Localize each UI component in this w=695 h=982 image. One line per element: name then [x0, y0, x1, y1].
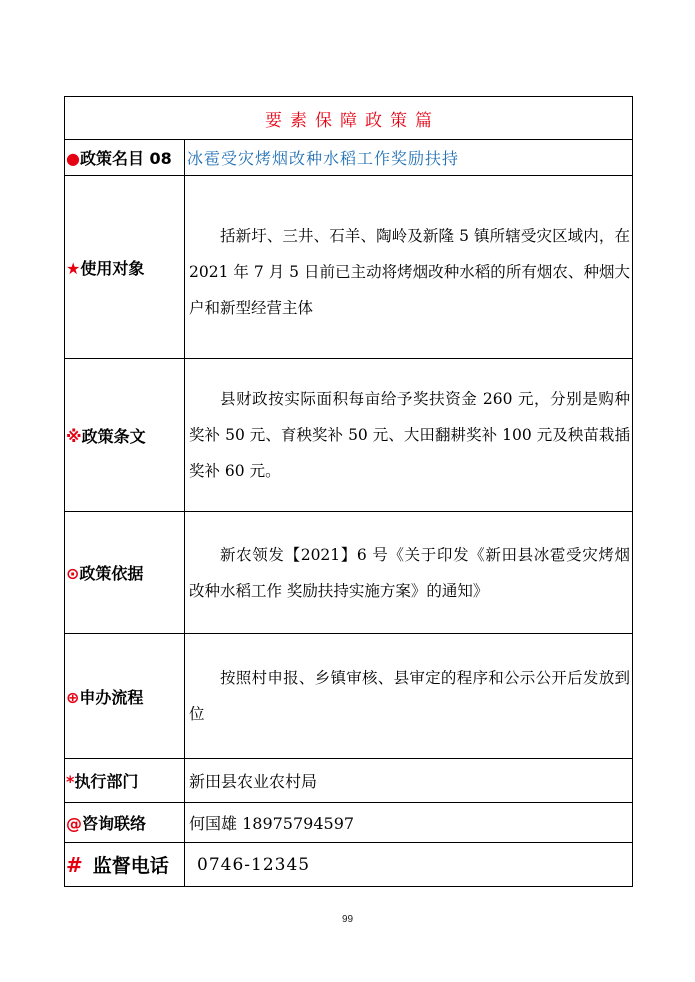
circled-dot-icon: ⊙	[66, 564, 80, 583]
asterisk-icon: *	[66, 772, 75, 791]
clause-row	[65, 359, 633, 512]
basis-value: 新农领发【2021】6 号《关于印发《新田县冰雹受灾烤烟改种水稻工作 奖励扶持实施方案》的通知》	[189, 545, 630, 600]
target-value: 括新圩、三井、石羊、陶岭及新隆 5 镇所辖受灾区域内，在 2021 年 7 月 5 日前已主动将烤烟改种水稻的所有烟农、种烟大户和新型经营主体	[189, 227, 630, 317]
basis-value-cell	[185, 512, 633, 634]
at-sign-icon: @	[66, 814, 82, 833]
process-label-cell	[65, 634, 185, 759]
target-value-cell	[185, 176, 633, 359]
clause-value-cell	[185, 359, 633, 512]
policy-name-value: 冰雹受灾烤烟改种水稻工作奖励扶持	[185, 140, 633, 176]
star-icon: ★	[66, 258, 81, 278]
supervision-value: 0746-12345	[185, 843, 633, 887]
policy-name-label: 政策名目 08	[79, 149, 172, 168]
policy-table	[64, 96, 633, 887]
target-row	[65, 176, 633, 359]
process-label: 申办流程	[79, 687, 144, 707]
process-row	[65, 634, 633, 759]
hash-icon: #	[66, 853, 83, 877]
title-row	[65, 97, 633, 140]
red-dot-icon: ●	[66, 149, 80, 168]
contact-value: 何国雄 18975794597	[185, 803, 633, 843]
basis-row	[65, 512, 633, 634]
process-value-cell	[185, 634, 633, 759]
department-row	[65, 759, 633, 803]
department-label: 执行部门	[74, 772, 139, 791]
reference-mark-icon: ※	[66, 426, 82, 446]
clause-label-cell	[65, 359, 185, 512]
clause-label: 政策条文	[81, 426, 146, 446]
supervision-label: 监督电话	[92, 855, 169, 877]
contact-label: 咨询联络	[82, 814, 147, 833]
basis-label-cell	[65, 512, 185, 634]
contact-row	[65, 803, 633, 843]
section-title: 要素保障政策篇	[65, 97, 633, 140]
department-label-cell	[65, 759, 185, 803]
policy-name-label-cell	[65, 140, 185, 176]
department-value: 新田县农业农村局	[185, 759, 633, 803]
supervision-row	[65, 843, 633, 887]
target-label: 使用对象	[80, 258, 145, 278]
contact-label-cell	[65, 803, 185, 843]
circled-plus-icon: ⊕	[66, 687, 80, 707]
process-value: 按照村申报、乡镇审核、县审定的程序和公示公开后发放到位	[189, 669, 630, 723]
target-label-cell	[65, 176, 185, 359]
clause-value: 县财政按实际面积每亩给予奖扶资金 260 元，分别是购种奖补 50 元、育秧奖补 50 元、大田翻耕奖补 100 元及秧苗栽插奖补 60 元。	[189, 390, 630, 480]
supervision-label-cell	[65, 843, 185, 887]
policy-name-row	[65, 140, 633, 176]
page-number: 99	[341, 914, 354, 925]
basis-label: 政策依据	[79, 564, 144, 583]
